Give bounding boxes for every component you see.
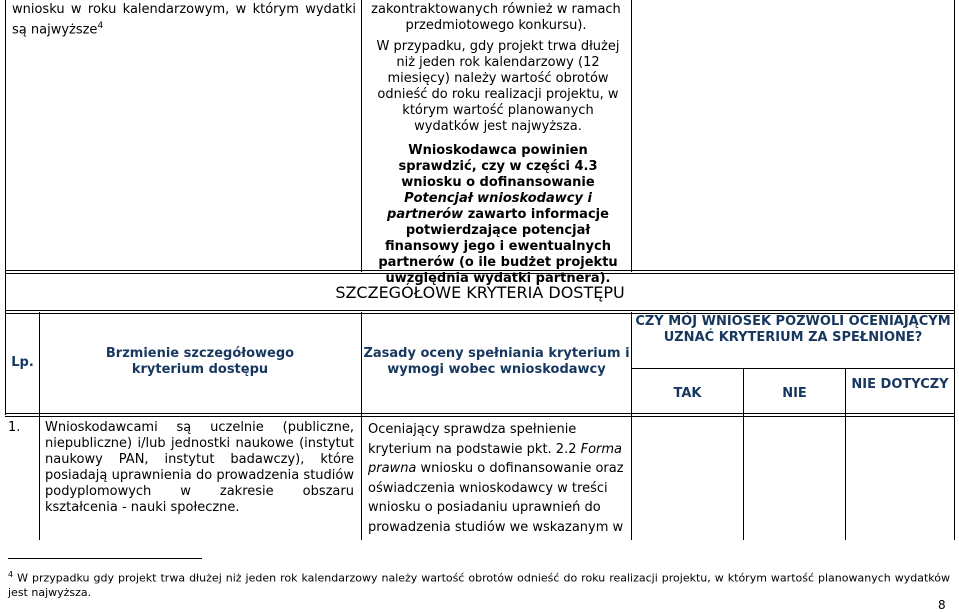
header-tak: TAK — [673, 386, 702, 401]
row1-rules-italic: Forma prawna — [368, 441, 623, 476]
header-nie: NIE — [782, 386, 807, 401]
row1-criterion: Wnioskodawcami są uczelnie (publiczne, niepubliczne) i/lub jednostki naukowe (instytut naukowy PAN, instytut badawczy), które posiadają uprawnienia do prowadzenia studiów podyplomowych w zakresie obszaru kształcenia - nauki społeczne. — [45, 420, 354, 515]
header-lp: Lp. — [11, 355, 34, 370]
row1-rules — [368, 420, 626, 537]
top-left-cell — [12, 2, 356, 38]
page-number: 8 — [938, 598, 946, 612]
grid-line — [743, 415, 744, 540]
grid-line — [631, 368, 955, 369]
footnote-ref: 4 — [97, 21, 104, 31]
grid-line — [954, 312, 955, 415]
bold-note-italic: Potencjał wnioskodawcy i partnerów — [387, 191, 592, 222]
bold-note-b: zawarto informacje potwierdzające potencjał finansowy jego i ewentualnych partnerów (o ile budżet projektu uwzględnia wydatki partnera). — [378, 207, 618, 286]
header-criterion: Brzmienie szczegółowego kryterium dostępu — [105, 346, 295, 377]
top-middle-para1: zakontraktowanych również w ramach przedmiotowego konkursu). — [371, 2, 621, 33]
footnote-marker: 4 — [8, 570, 14, 579]
grid-line — [631, 415, 632, 540]
top-middle-para2: W przypadku, gdy projekt trwa dłużej niż jeden rok kalendarzowy (12 miesięcy) należy wartość obrotów odnieść do roku realizacji projektu, w którym wartość planowanych wydatków jest najwyższa. — [376, 39, 620, 134]
footnote-separator — [8, 558, 202, 559]
grid-line — [361, 415, 362, 540]
grid-line — [5, 0, 6, 272]
row1-lp: 1. — [8, 420, 21, 435]
section-title: SZCZEGÓŁOWE KRYTERIA DOSTĘPU — [335, 283, 625, 302]
footnote — [8, 568, 950, 600]
header-question: CZY MÓJ WNIOSEK POZWOLI OCENIAJĄCYM UZNAĆ KRYTERIUM ZA SPEŁNIONE? — [635, 314, 951, 345]
grid-line — [954, 0, 955, 272]
grid-line — [845, 415, 846, 540]
grid-line — [631, 0, 632, 272]
row1-rules-a: Oceniający sprawdza spełnienie kryterium na podstawie pkt. 2.2 — [368, 422, 581, 457]
grid-line — [39, 415, 40, 540]
grid-line — [5, 413, 955, 417]
grid-line — [361, 0, 362, 272]
header-rules: Zasady oceny spełniania kryterium i wymogi wobec wnioskodawcy — [363, 346, 630, 377]
bold-note-a: Wnioskodawca powinien sprawdzić, czy w części 4.3 wniosku o dofinansowanie — [398, 143, 598, 190]
grid-line — [39, 312, 40, 415]
top-left-text: wniosku w roku kalendarzowym, w którym wydatki są najwyższe — [12, 2, 356, 38]
top-middle-bold-note — [370, 143, 626, 287]
grid-line — [954, 415, 955, 540]
row1-rules-b: wniosku o dofinansowanie oraz oświadczenia wnioskodawcy w treści wniosku o posiadaniu uprawnień do prowadzenia studiów we wskazanym w — [368, 461, 624, 535]
footnote-text: W przypadku gdy projekt trwa dłużej niż jeden rok kalendarzowy należy wartość obrotów odnieść do roku realizacji projektu, w którym wartość planowanych wydatków jest najwyższa. — [8, 571, 950, 599]
header-nie-dotyczy: NIE DOTYCZY — [851, 377, 949, 392]
